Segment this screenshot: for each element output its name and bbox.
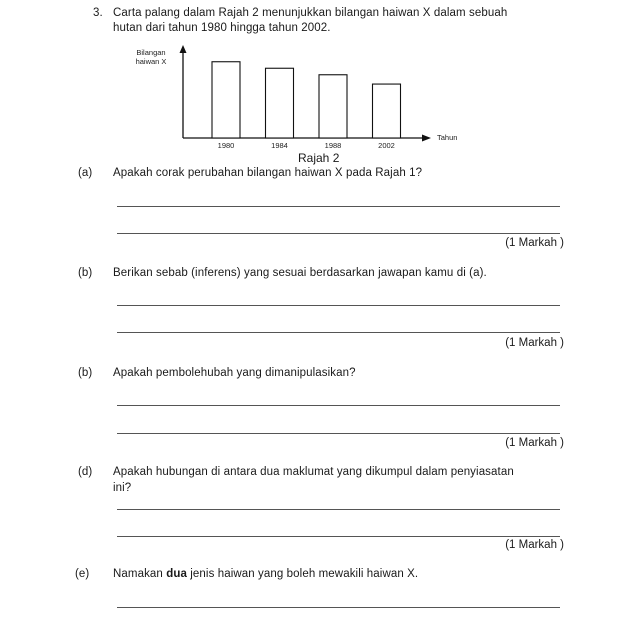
part-e-text-post: jenis haiwan yang boleh mewakili haiwan X. [186,568,419,580]
question-intro-line1: Carta palang dalam Rajah 2 menunjukkan bilangan haiwan X dalam sebuah [113,7,508,19]
part-d-marks: (1 Markah ) [505,539,564,551]
part-d-text-line2: ini? [113,482,132,494]
figure-caption: Rajah 2 [298,151,340,165]
x-axis-arrowhead [422,135,431,142]
part-b-text: Berikan sebab (inferens) yang sesuai berdasarkan jawapan kamu di (a). [113,267,487,279]
part-e-text [113,568,418,580]
x-tick-label-1980: 1980 [217,141,235,150]
part-e-text-bold: dua [166,568,187,580]
bar-chart [0,0,638,175]
part-e-text-pre: Namakan [113,568,167,580]
part-a-label: (a) [78,167,93,179]
part-b2-text: Apakah pembolehubah yang dimanipulasikan? [113,367,356,379]
bar-1988 [319,75,347,138]
x-axis-label: Tahun [437,133,458,142]
y-axis-label-line1: Bilangan [136,48,166,57]
answer-line[interactable] [117,233,560,234]
answer-line[interactable] [117,509,560,510]
answer-line[interactable] [117,405,560,406]
answer-line[interactable] [117,206,560,207]
question-number: 3. [93,7,103,19]
part-b-label: (b) [78,267,93,279]
answer-line[interactable] [117,305,560,306]
part-a-marks: (1 Markah ) [505,237,564,249]
bar-1984 [266,68,294,138]
part-b-marks: (1 Markah ) [505,337,564,349]
question-intro-line2: hutan dari tahun 1980 hingga tahun 2002. [113,22,331,34]
bar-1980 [212,62,240,138]
y-axis-arrowhead [180,45,187,53]
part-d-text: Apakah hubungan di antara dua maklumat yang dikumpul dalam penyiasatan [113,466,514,478]
part-b2-marks: (1 Markah ) [505,437,564,449]
bar-2002 [373,84,401,138]
part-b2-label: (b) [78,367,93,379]
answer-line[interactable] [117,536,560,537]
answer-line[interactable] [117,607,560,608]
x-tick-label-1988: 1988 [324,141,342,150]
answer-line[interactable] [117,332,560,333]
x-tick-label-2002: 2002 [378,141,395,150]
part-e-label: (e) [75,568,90,580]
part-d-label: (d) [78,466,93,478]
answer-line[interactable] [117,433,560,434]
part-a-text: Apakah corak perubahan bilangan haiwan X pada Rajah 1? [113,167,423,179]
x-tick-label-1984: 1984 [271,141,288,150]
y-axis-label-line2: haiwan X [135,57,167,66]
